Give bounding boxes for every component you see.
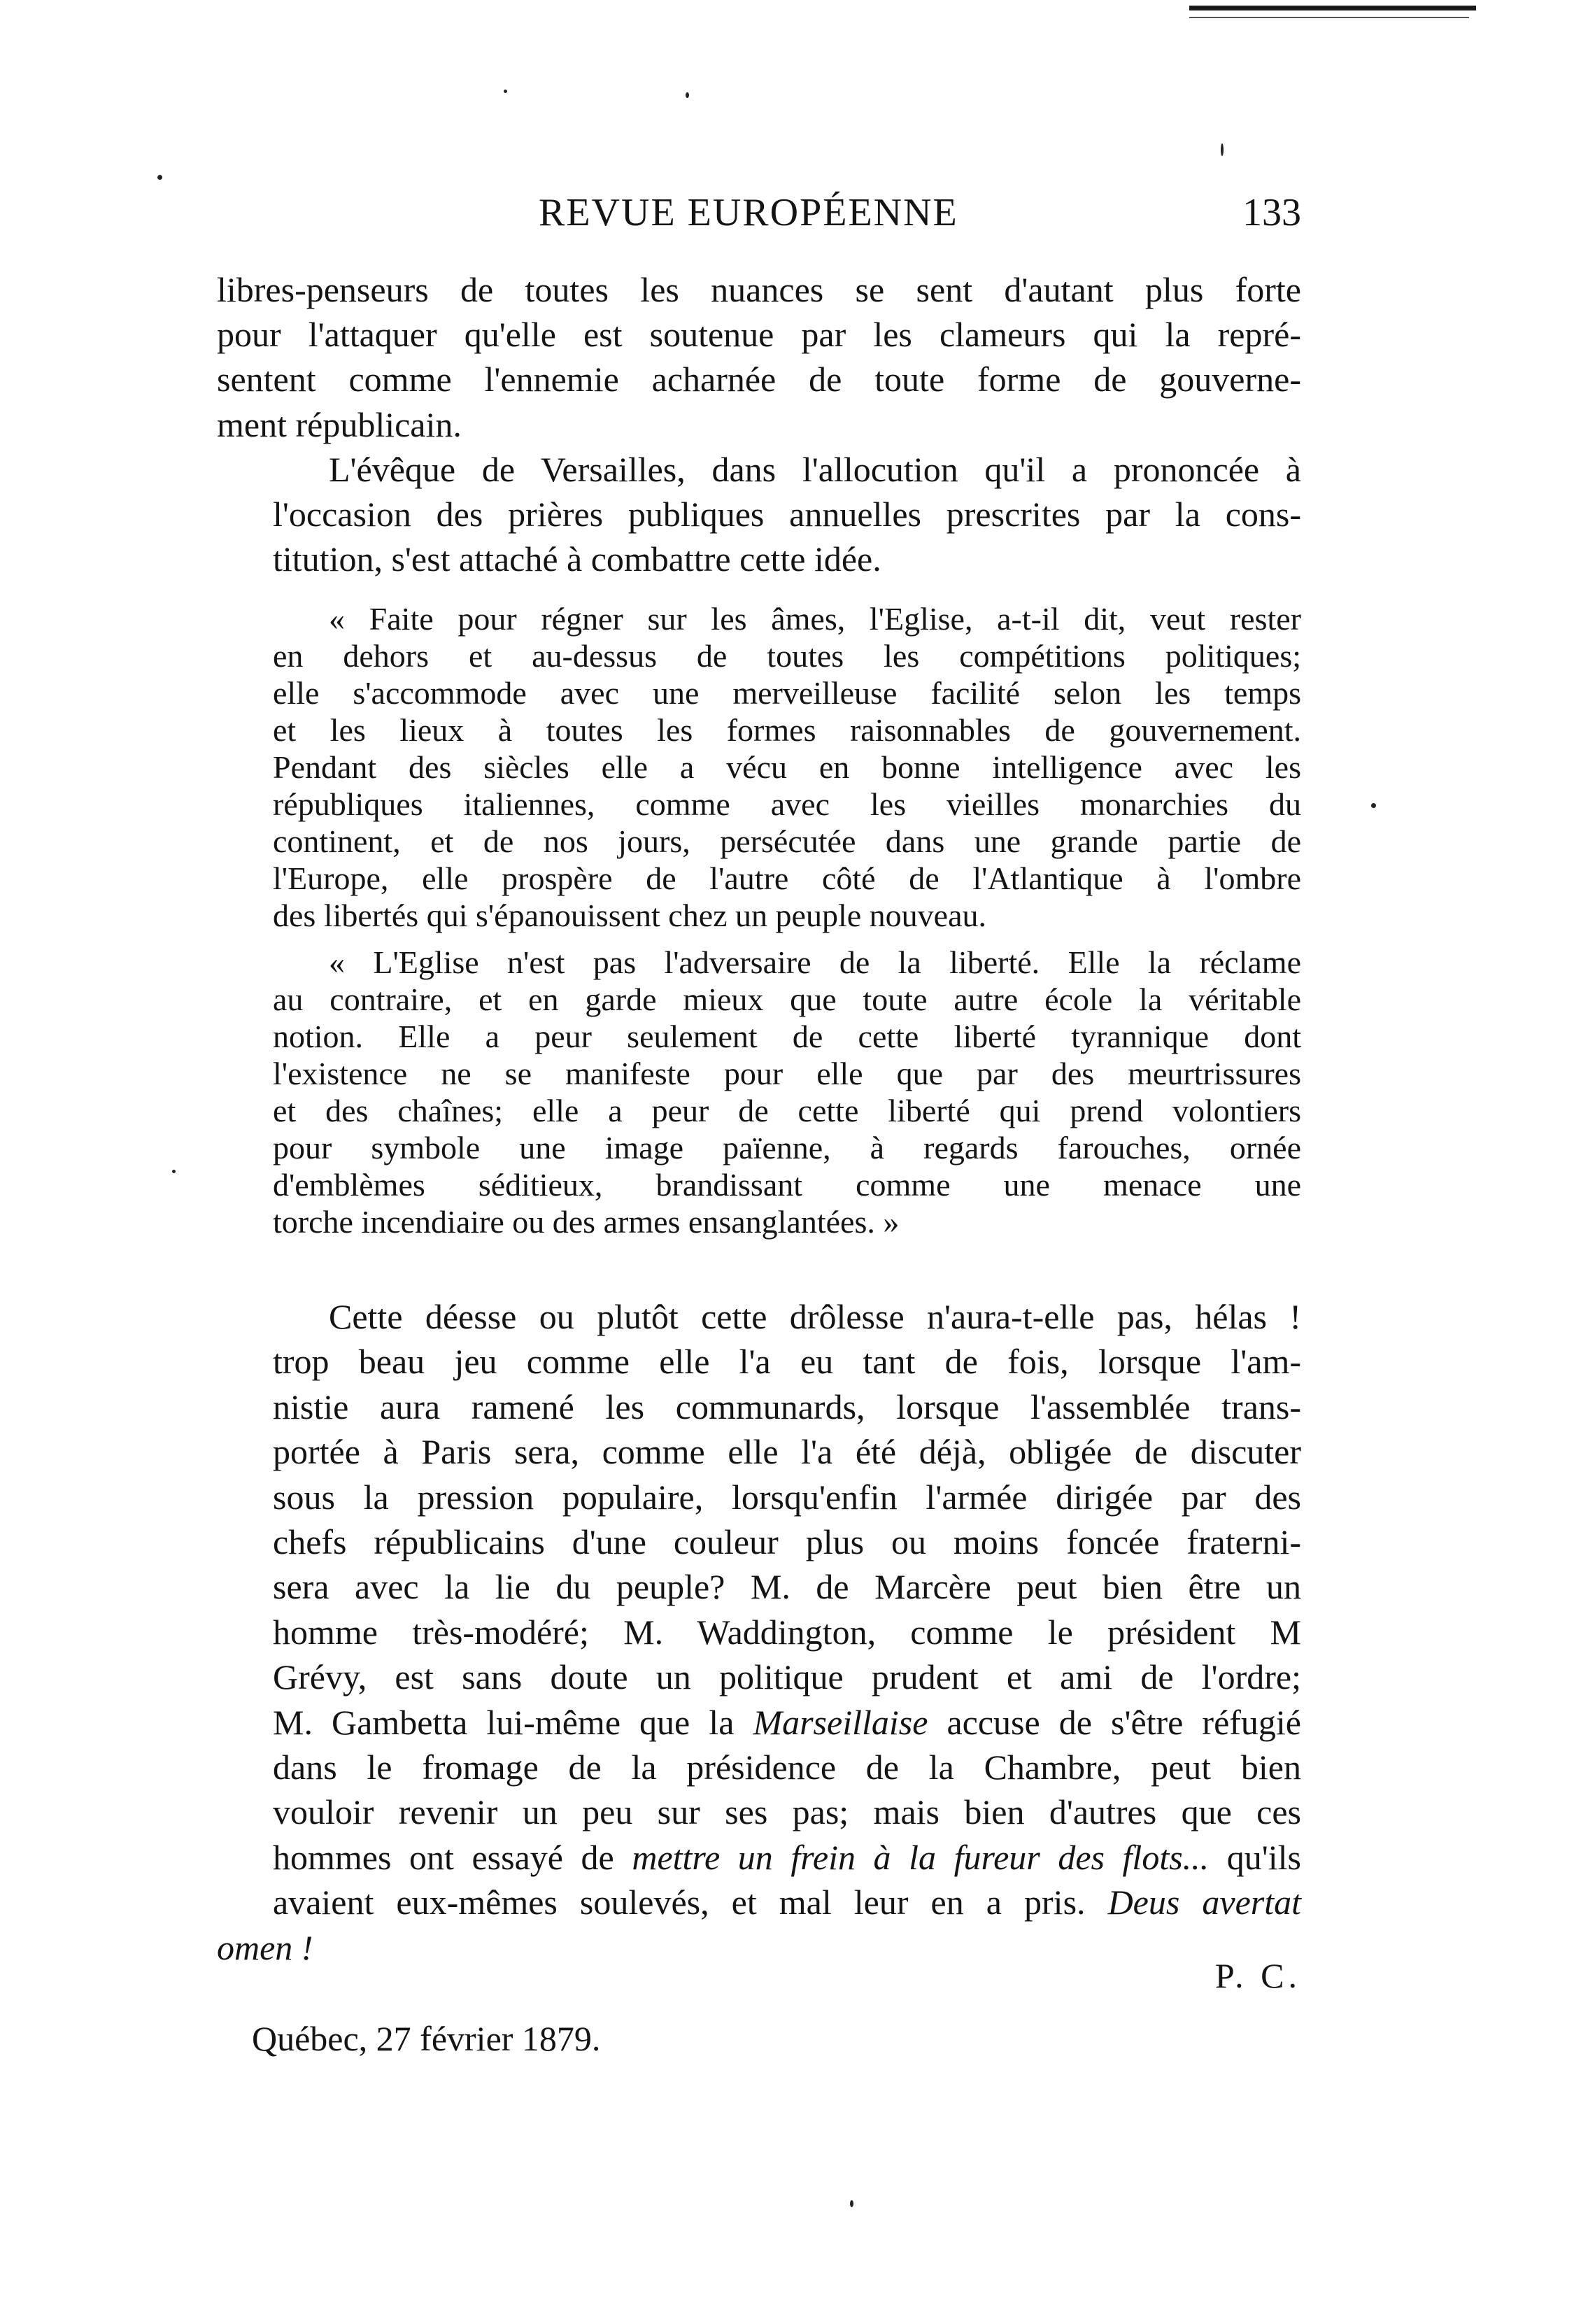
text-line (217, 1880, 1301, 1925)
text-line: et des chaînes; elle a peur de cette liberté qui prend volontiers (273, 1093, 1301, 1128)
latin-phrase: Deus avertat (1107, 1883, 1302, 1922)
text-line: en dehors et au-dessus de toutes les compétitions politiques; (273, 638, 1301, 674)
text-line: Pendant des siècles elle a vécu en bonne intelligence avec les (273, 749, 1301, 785)
text-line: libres-penseurs de toutes les nuances se sent d'autant plus forte (217, 270, 1301, 309)
top-rule-thin (1189, 17, 1469, 18)
text-line: l'occasion des prières publiques annuelles prescrites par la cons- (273, 495, 1301, 534)
text-line: homme très-modéré; M. Waddington, comme le président M (273, 1612, 1301, 1652)
text-line: « L'Eglise n'est pas l'adversaire de la liberté. Elle la réclame (329, 944, 1301, 980)
text-fragment: hommes ont essayé de (273, 1837, 632, 1877)
text-line: d'emblèmes séditieux, brandissant comme une menace une (273, 1167, 1301, 1203)
page-number: 133 (1242, 191, 1301, 234)
text-line: l'existence ne se manifeste pour elle que par des meurtrissures (273, 1056, 1301, 1091)
text-line: notion. Elle a peur seulement de cette liberté tyrannique dont (273, 1019, 1301, 1054)
bishop-paragraph (217, 447, 1301, 582)
print-speck (686, 92, 689, 98)
text-line: continent, et de nos jours, persécutée dans une grande partie de (273, 823, 1301, 859)
text-line: chefs républicains d'une couleur plus ou moins foncée fraterni- (273, 1522, 1301, 1562)
text-line: trop beau jeu comme elle l'a eu tant de fois, lorsque l'am- (273, 1342, 1301, 1382)
text-line: titution, s'est attaché à combattre cette idée. (273, 539, 881, 579)
text-line: elle s'accommode avec une merveilleuse facilité selon les temps (273, 675, 1301, 711)
text-line: sous la pression populaire, lorsqu'enfin l'armée dirigée par des (273, 1477, 1301, 1517)
text-line: ment républicain. (217, 404, 462, 444)
closing-paragraph (217, 1294, 1301, 1970)
paragraph-gap (217, 934, 1301, 944)
text-line: dans le fromage de la présidence de la Chambre, peut bien (273, 1748, 1301, 1787)
print-speck (850, 2200, 853, 2207)
text-line: Grévy, est sans doute un politique prudent et ami de l'ordre; (273, 1657, 1301, 1697)
print-speck (1221, 143, 1224, 156)
text-line: torche incendiaire ou des armes ensanglantées. » (273, 1204, 900, 1240)
text-line: Cette déesse ou plutôt cette drôlesse n'aura-t-elle pas, hélas ! (329, 1297, 1301, 1336)
italic-citation: mettre un frein à la fureur des flots... (632, 1837, 1210, 1877)
quote-paragraph-1 (217, 600, 1301, 934)
intro-paragraph (217, 267, 1301, 447)
text-line: et les lieux à toutes les formes raisonnables de gouvernement. (273, 712, 1301, 748)
text-line (217, 1700, 1301, 1745)
bishop-quotation (217, 600, 1301, 1240)
text-line: l'Europe, elle prospère de l'autre côté de l'Atlantique à l'ombre (273, 860, 1301, 896)
text-line: portée à Paris sera, comme elle l'a été déjà, obligée de discuter (273, 1432, 1301, 1472)
text-line (217, 1835, 1301, 1880)
text-fragment: avaient eux-mêmes soulevés, et mal leur en a pris. (273, 1883, 1108, 1922)
print-speck (172, 1170, 176, 1173)
text-line: sentent comme l'ennemie acharnée de toute forme de gouverne- (217, 360, 1301, 399)
text-line: pour l'attaquer qu'elle est soutenue par les clameurs qui la repré- (217, 315, 1301, 355)
journal-title: REVUE EUROPÉENNE (539, 191, 958, 234)
author-signature: P. C. (1214, 1956, 1301, 1995)
text-line: républiques italiennes, comme avec les vieilles monarchies du (273, 786, 1301, 822)
print-speck (504, 90, 507, 93)
opening-text (217, 267, 1301, 581)
text-line: au contraire, et en garde mieux que toute autre école la véritable (273, 982, 1301, 1017)
dateline: Québec, 27 février 1879. (252, 2019, 601, 2058)
text-line: sera avec la lie du peuple? M. de Marcère peut bien être un (273, 1567, 1301, 1607)
top-rule (1189, 6, 1476, 10)
text-line: des libertés qui s'épanouissent chez un peuple nouveau. (273, 898, 986, 933)
text-line: vouloir revenir un peu sur ses pas; mais bien d'autres que ces (273, 1792, 1301, 1832)
text-line: L'évêque de Versailles, dans l'allocution qu'il a prononcée à (329, 449, 1301, 489)
closing-text (217, 1259, 1301, 2005)
text-line: pour symbole une image païenne, à regards farouches, ornée (273, 1130, 1301, 1165)
quote-paragraph-2 (217, 944, 1301, 1240)
latin-phrase-end: omen ! (217, 1927, 313, 1967)
print-speck (157, 175, 162, 180)
text-fragment: qu'ils (1209, 1837, 1302, 1877)
text-line: nistie aura ramené les communards, lorsque l'assemblée trans- (273, 1387, 1301, 1426)
italic-title: Marseillaise (753, 1702, 928, 1742)
text-line: « Faite pour régner sur les âmes, l'Eglise, a-t-il dit, veut rester (329, 601, 1301, 637)
print-speck (1371, 803, 1376, 808)
running-head (217, 190, 1301, 239)
text-fragment: M. Gambetta lui-même que la (273, 1702, 753, 1742)
text-fragment: accuse de s'être réfugié (928, 1702, 1301, 1742)
